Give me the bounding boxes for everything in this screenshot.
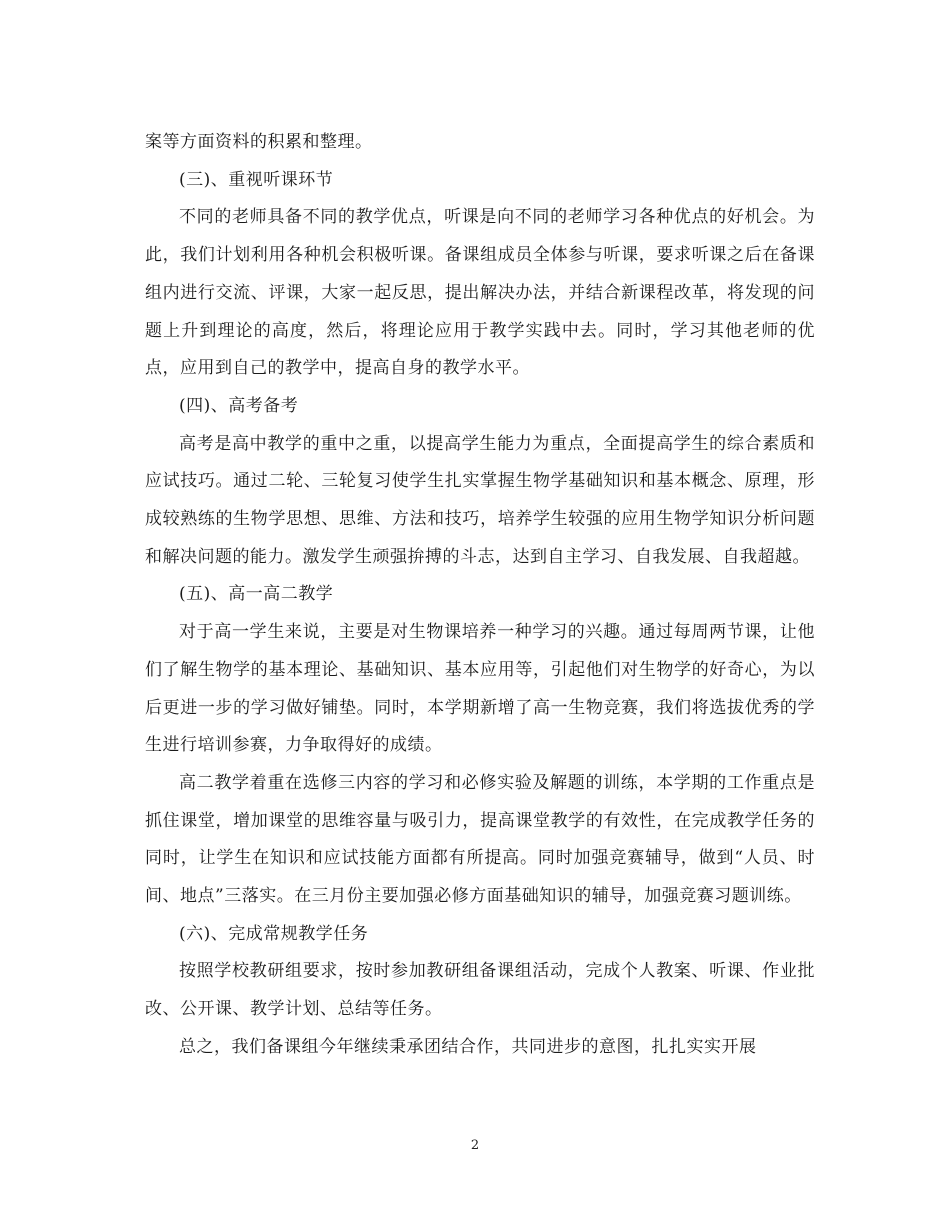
paragraph: 不同的老师具备不同的教学优点，听课是向不同的老师学习各种优点的好机会。为此，我们计划利用各种机会积极听课。备课组成员全体参与听课，要求听课之后在备课组内进行交流、评课，大家一起反思，提出解决办法，并结合新课程改革，将发现的问题上升到理论的高度，然后，将理论应用于教学实践中去。同时，学习其他老师的优点，应用到自己的教学中，提高自身的教学水平。 — [145, 207, 815, 379]
page-number: 2 — [470, 1138, 480, 1153]
section-heading-5: (五)、高一高二教学 — [179, 584, 334, 605]
section-heading-6: (六)、完成常规教学任务 — [179, 923, 369, 944]
document-body — [145, 124, 815, 1067]
paragraph: 总之，我们备课组今年继续秉承团结合作，共同进步的意图，扎扎实实开展 — [179, 1036, 757, 1057]
paragraph: 高二教学着重在选修三内容的学习和必修实验及解题的训练，本学期的工作重点是抓住课堂，增加课堂的思维容量与吸引力，提高课堂教学的有效性，在完成教学任务的同时，让学生在知识和应试技能方面都有所提高。同时加强竞赛辅导，做到“人员、时间、地点”三落实。在三月份主要加强必修方面基础知识的辅导，加强竞赛习题训练。 — [145, 772, 815, 907]
section-heading-3: (三)、重视听课环节 — [179, 169, 334, 190]
section-heading-4: (四)、高考备考 — [179, 395, 299, 416]
paragraph-continuation: 案等方面资料的积累和整理。 — [145, 132, 373, 152]
paragraph: 按照学校教研组要求，按时参加教研组备课组活动，完成个人教案、听课、作业批改、公开课、教学计划、总结等任务。 — [145, 961, 815, 1020]
paragraph: 高考是高中教学的重中之重，以提高学生能力为重点，全面提高学生的综合素质和应试技巧。通过二轮、三轮复习使学生扎实掌握生物学基础知识和基本概念、原理，形成较熟练的生物学思想、思维、方法和技巧，培养学生较强的应用生物学知识分析问题和解决问题的能力。激发学生顽强拚搏的斗志，达到自主学习、自我发展、自我超越。 — [145, 433, 815, 567]
paragraph: 对于高一学生来说，主要是对生物课培养一种学习的兴趣。通过每周两节课，让他们了解生物学的基本理论、基础知识、基本应用等，引起他们对生物学的好奇心，为以后更进一步的学习做好铺垫。同时，本学期新增了高一生物竞赛，我们将选拔优秀的学生进行培训参赛，力争取得好的成绩。 — [145, 622, 815, 756]
